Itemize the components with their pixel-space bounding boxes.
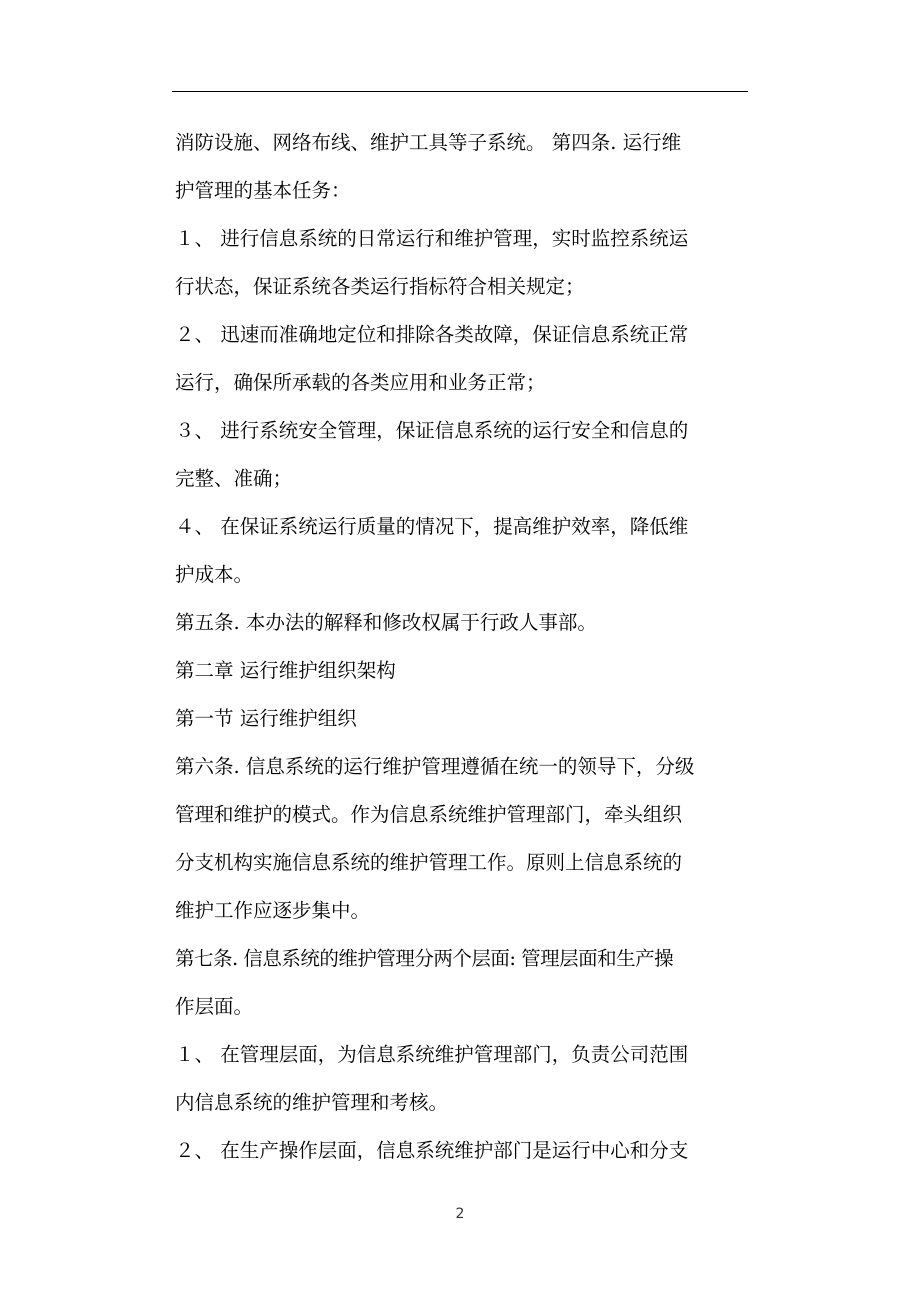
text-line-11: 第五条. 本办法的解释和修改权属于行政人事部。 [175,611,597,634]
text-line-2: 护管理的基本任务： [175,179,351,202]
text-line-3: １、 进行信息系统的日常运行和维护管理，实时监控系统运 [175,227,689,250]
text-line-8: 完整、准确； [175,467,293,490]
text-line-22: ２、 在生产操作层面，信息系统维护部门是运行中心和分支 [175,1139,689,1162]
document-body [175,119,755,1175]
text-line-9: ４、 在保证系统运行质量的情况下，提高维护效率，降低维 [175,515,689,538]
text-line-7: ３、 进行系统安全管理，保证信息系统的运行安全和信息的 [175,419,689,442]
text-line-6: 运行，确保所承载的各类应用和业务正常； [175,371,546,394]
page-number: 2 [455,1206,465,1222]
text-line-16: 分支机构实施信息系统的维护管理工作。原则上信息系统的 [175,851,683,874]
text-line-14: 第六条. 信息系统的运行维护管理遵循在统一的领导下，分级 [175,755,695,778]
text-line-15: 管理和维护的模式。作为信息系统维护管理部门，牵头组织 [175,803,683,826]
chapter-heading: 第二章 运行维护组织架构 [175,659,396,682]
header-rule [172,91,748,92]
text-line-21: 内信息系统的维护管理和考核。 [175,1091,449,1114]
text-line-4: 行状态，保证系统各类运行指标符合相关规定； [175,275,585,298]
text-line-19: 作层面。 [175,995,254,1018]
text-line-10: 护成本。 [175,563,254,586]
text-line-5: ２、 迅速而准确地定位和排除各类故障，保证信息系统正常 [175,323,689,346]
section-heading: 第一节 运行维护组织 [175,707,357,730]
text-line-1: 消防设施、网络布线、维护工具等子系统。 第四条. 运行维 [175,131,682,154]
text-line-17: 维护工作应逐步集中。 [175,899,371,922]
text-line-20: １、 在管理层面，为信息系统维护管理部门，负责公司范围 [175,1043,689,1066]
text-line-18: 第七条. 信息系统的维护管理分两个层面: 管理层面和生产操 [175,947,674,970]
